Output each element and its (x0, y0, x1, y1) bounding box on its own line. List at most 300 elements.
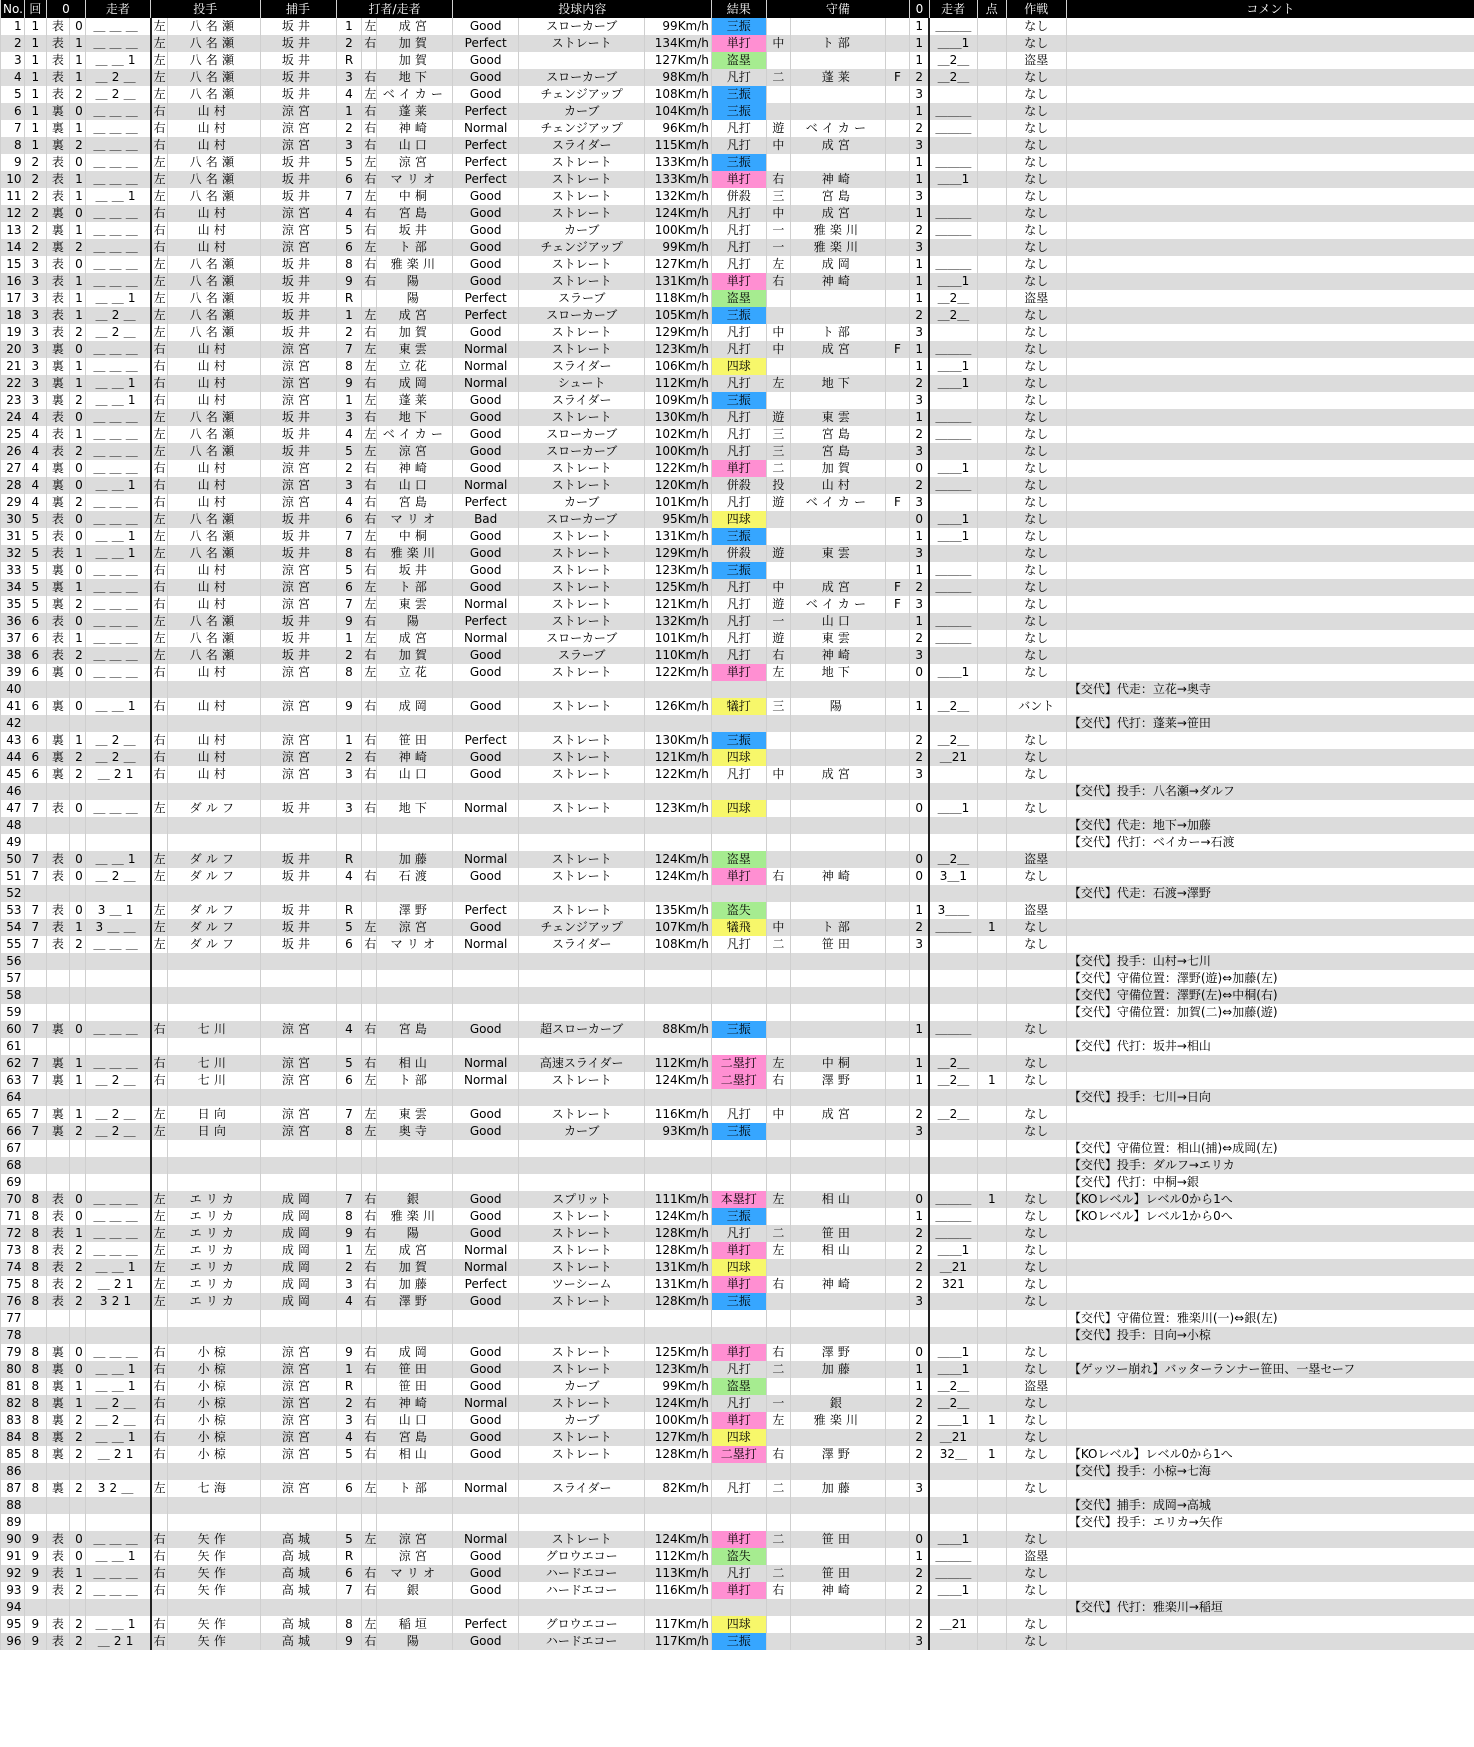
pitch-type: 超スローカーブ (518, 1021, 645, 1038)
result: 四球 (711, 1429, 766, 1446)
comment (1066, 375, 1474, 392)
play-row[interactable] (1, 1157, 1474, 1174)
runners-after: ＿＿＿ (929, 222, 977, 239)
play-row[interactable] (1, 1089, 1474, 1106)
comment: 【交代】投手：日向→小椋 (1066, 1327, 1474, 1344)
play-row[interactable] (1, 936, 1474, 953)
runners-after: ＿＿＿ (929, 1208, 977, 1225)
batter: 神崎 (377, 749, 453, 766)
catcher (260, 953, 336, 970)
fly-flag (885, 443, 910, 460)
play-row[interactable] (1, 35, 1474, 52)
col-runners[interactable]: 走者 (85, 0, 150, 18)
batting-order: 1 (336, 392, 362, 409)
play-row[interactable] (1, 1514, 1474, 1531)
outs-after: 0 (910, 1344, 929, 1361)
fly-flag (885, 1378, 910, 1395)
play-row[interactable] (1, 1548, 1474, 1565)
fielder: 笹田 (791, 1225, 885, 1242)
col-pitch[interactable]: 投球内容 (453, 0, 711, 18)
outs-after: 0 (910, 800, 929, 817)
play-row[interactable] (1, 834, 1474, 851)
play-row[interactable] (1, 222, 1474, 239)
play-row[interactable] (1, 1140, 1474, 1157)
tactic (1006, 834, 1066, 851)
fielder-position (766, 562, 791, 579)
fly-flag (885, 1531, 910, 1548)
play-row[interactable] (1, 103, 1474, 120)
pitch-quality: Good (453, 273, 518, 290)
result: 凡打 (711, 1225, 766, 1242)
runners-after: ＿＿1 (929, 35, 977, 52)
col-inning[interactable]: 回 (24, 0, 47, 18)
inning: 1 (24, 86, 47, 103)
pitcher: 矢作 (168, 1582, 260, 1599)
col-comment[interactable]: コメント (1066, 0, 1474, 18)
play-row[interactable] (1, 1582, 1474, 1599)
play-row[interactable] (1, 1497, 1474, 1514)
runs (977, 1140, 1006, 1157)
pitcher: 山村 (168, 664, 260, 681)
play-row[interactable] (1, 970, 1474, 987)
play-row[interactable] (1, 324, 1474, 341)
row-number: 91 (1, 1548, 25, 1565)
play-row[interactable] (1, 664, 1474, 681)
row-number: 31 (1, 528, 25, 545)
fielder-position (766, 1174, 791, 1191)
batter: 加賀 (377, 52, 453, 69)
play-row[interactable] (1, 1616, 1474, 1633)
play-row[interactable] (1, 902, 1474, 919)
col-batter[interactable]: 打者/走者 (336, 0, 453, 18)
fielder-position (766, 154, 791, 171)
play-row[interactable] (1, 290, 1474, 307)
runners: ＿＿＿ (85, 341, 150, 358)
outs-after: 0 (910, 460, 929, 477)
outs-after: 1 (910, 103, 929, 120)
pitch-speed: 127Km/h (645, 1429, 711, 1446)
runners (85, 817, 150, 834)
play-row[interactable] (1, 698, 1474, 715)
tactic (1006, 953, 1066, 970)
fly-flag (885, 18, 910, 35)
outs-after: 3 (910, 1633, 929, 1650)
half: 表 (47, 647, 70, 664)
play-row[interactable] (1, 477, 1474, 494)
play-row[interactable] (1, 1293, 1474, 1310)
outs: 2 (69, 324, 85, 341)
col-result[interactable]: 結果 (711, 0, 766, 18)
play-row[interactable] (1, 681, 1474, 698)
runners-after: ＿2＿ (929, 1106, 977, 1123)
batter-hand: 左 (362, 1072, 377, 1089)
comment: 【交代】投手：山村→七川 (1066, 953, 1474, 970)
batter-hand (362, 1497, 377, 1514)
runners: 32＿ (85, 1480, 150, 1497)
outs: 2 (69, 1242, 85, 1259)
half (47, 817, 70, 834)
fly-flag (885, 1157, 910, 1174)
pitcher-hand (151, 681, 168, 698)
tactic: なし (1006, 1106, 1066, 1123)
pitch-speed: 100Km/h (645, 222, 711, 239)
half: 裏 (47, 137, 70, 154)
play-row[interactable] (1, 1208, 1474, 1225)
outs: 2 (69, 239, 85, 256)
play-row[interactable] (1, 1310, 1474, 1327)
pitcher: 小椋 (168, 1395, 260, 1412)
outs-after: 1 (910, 1361, 929, 1378)
tactic: なし (1006, 664, 1066, 681)
outs-after: 2 (910, 426, 929, 443)
play-row[interactable] (1, 511, 1474, 528)
tactic (1006, 681, 1066, 698)
pitch-speed (645, 1089, 711, 1106)
pitch-type: ストレート (518, 1225, 645, 1242)
pitcher-hand (151, 1140, 168, 1157)
play-row[interactable] (1, 307, 1474, 324)
pitch-speed (645, 783, 711, 800)
play-row[interactable] (1, 919, 1474, 936)
play-row[interactable] (1, 426, 1474, 443)
result: 盗失 (711, 1548, 766, 1565)
col-pitcher[interactable]: 投手 (151, 0, 260, 18)
play-row[interactable] (1, 1565, 1474, 1582)
pitcher: 山村 (168, 749, 260, 766)
outs-after: 2 (910, 120, 929, 137)
fielder-position: 右 (766, 647, 791, 664)
batter: 涼宮 (377, 919, 453, 936)
catcher: 坂井 (260, 307, 336, 324)
play-row[interactable] (1, 341, 1474, 358)
play-row[interactable] (1, 443, 1474, 460)
catcher: 成岡 (260, 1242, 336, 1259)
play-row[interactable] (1, 137, 1474, 154)
pitcher-hand: 右 (151, 579, 168, 596)
play-row[interactable] (1, 562, 1474, 579)
outs-after: 1 (910, 698, 929, 715)
play-row[interactable] (1, 69, 1474, 86)
pitch-quality: Good (453, 1582, 518, 1599)
catcher (260, 970, 336, 987)
outs-after: 2 (910, 307, 929, 324)
pitcher-hand: 左 (151, 545, 168, 562)
fly-flag (885, 868, 910, 885)
play-row[interactable] (1, 1531, 1474, 1548)
play-row[interactable] (1, 239, 1474, 256)
comment (1066, 919, 1474, 936)
play-row[interactable] (1, 52, 1474, 69)
col-fielding[interactable]: 守備 (766, 0, 910, 18)
pitch-quality: Perfect (453, 137, 518, 154)
play-row[interactable] (1, 1106, 1474, 1123)
play-row[interactable] (1, 783, 1474, 800)
outs: 1 (69, 630, 85, 647)
runners-after: ＿＿＿ (929, 256, 977, 273)
pitch-quality: Good (453, 1208, 518, 1225)
pitch-speed: 100Km/h (645, 443, 711, 460)
pitcher-hand: 右 (151, 1412, 168, 1429)
pitcher-hand: 右 (151, 749, 168, 766)
pitch-quality (453, 1004, 518, 1021)
play-row[interactable] (1, 732, 1474, 749)
batting-order: 8 (336, 256, 362, 273)
pitch-type: ストレート (518, 545, 645, 562)
tactic: 盗塁 (1006, 290, 1066, 307)
fielder-position: 左 (766, 664, 791, 681)
inning (24, 681, 47, 698)
comment: 【交代】投手：八名瀬→ダルフ (1066, 783, 1474, 800)
fielder (791, 1004, 885, 1021)
pitch-quality: Perfect (453, 1276, 518, 1293)
pitch-quality: Normal (453, 358, 518, 375)
outs (69, 681, 85, 698)
outs-after: 1 (910, 1208, 929, 1225)
runners-after: ＿＿1 (929, 1344, 977, 1361)
play-row[interactable] (1, 579, 1474, 596)
play-row[interactable] (1, 256, 1474, 273)
fielder: ベイカー (791, 120, 885, 137)
result: 四球 (711, 511, 766, 528)
runners-after: ＿＿1 (929, 511, 977, 528)
pitcher (168, 1157, 260, 1174)
play-row[interactable] (1, 1174, 1474, 1191)
play-row[interactable] (1, 1225, 1474, 1242)
outs-after: 2 (910, 477, 929, 494)
pitcher-hand: 右 (151, 1055, 168, 1072)
batter-hand: 右 (362, 1361, 377, 1378)
play-row[interactable] (1, 1276, 1474, 1293)
runs (977, 647, 1006, 664)
play-row[interactable] (1, 749, 1474, 766)
pitcher-hand (151, 953, 168, 970)
pitcher: 七川 (168, 1055, 260, 1072)
play-row[interactable] (1, 596, 1474, 613)
play-row[interactable] (1, 851, 1474, 868)
fielder (791, 1021, 885, 1038)
pitch-speed: 124Km/h (645, 868, 711, 885)
play-row[interactable] (1, 375, 1474, 392)
play-row[interactable] (1, 885, 1474, 902)
pitch-quality (453, 1599, 518, 1616)
fielder: ト部 (791, 324, 885, 341)
play-row[interactable] (1, 817, 1474, 834)
play-row[interactable] (1, 613, 1474, 630)
play-row[interactable] (1, 1480, 1474, 1497)
play-row[interactable] (1, 154, 1474, 171)
comment (1066, 188, 1474, 205)
play-row[interactable] (1, 1599, 1474, 1616)
play-row[interactable] (1, 1361, 1474, 1378)
outs (69, 783, 85, 800)
row-number: 23 (1, 392, 25, 409)
batting-order: 6 (336, 239, 362, 256)
play-row[interactable] (1, 1055, 1474, 1072)
outs: 1 (69, 375, 85, 392)
row-number: 88 (1, 1497, 25, 1514)
batter: 山口 (377, 766, 453, 783)
result: 凡打 (711, 579, 766, 596)
col-outs[interactable]: 0 (47, 0, 86, 18)
play-row[interactable] (1, 1191, 1474, 1208)
runners: ＿＿1 (85, 1361, 150, 1378)
batting-order: 5 (336, 919, 362, 936)
fielder-position (766, 1378, 791, 1395)
pitcher: 山村 (168, 239, 260, 256)
play-row[interactable] (1, 766, 1474, 783)
play-row[interactable] (1, 528, 1474, 545)
play-row[interactable] (1, 1038, 1474, 1055)
pitch-quality: Good (453, 392, 518, 409)
col-catcher[interactable]: 捕手 (260, 0, 336, 18)
comment (1066, 137, 1474, 154)
play-row[interactable] (1, 1344, 1474, 1361)
play-row[interactable] (1, 715, 1474, 732)
half: 裏 (47, 392, 70, 409)
play-row[interactable] (1, 1242, 1474, 1259)
fielder-position (766, 817, 791, 834)
batter-hand (362, 1327, 377, 1344)
pitcher: 八名瀬 (168, 290, 260, 307)
play-row[interactable] (1, 987, 1474, 1004)
fielder-position (766, 1208, 791, 1225)
fielder-position (766, 732, 791, 749)
comment (1066, 120, 1474, 137)
play-row[interactable] (1, 647, 1474, 664)
play-row[interactable] (1, 1072, 1474, 1089)
play-row[interactable] (1, 800, 1474, 817)
batter (377, 817, 453, 834)
play-row[interactable] (1, 358, 1474, 375)
play-row[interactable] (1, 460, 1474, 477)
catcher: 坂井 (260, 35, 336, 52)
batter: 涼宮 (377, 1548, 453, 1565)
comment (1066, 511, 1474, 528)
play-row[interactable] (1, 953, 1474, 970)
fielder (791, 885, 885, 902)
tactic (1006, 885, 1066, 902)
runners-after: ＿＿1 (929, 800, 977, 817)
inning: 1 (24, 120, 47, 137)
runs (977, 562, 1006, 579)
pitch-quality: Good (453, 1412, 518, 1429)
play-row[interactable] (1, 1463, 1474, 1480)
fielder (791, 1157, 885, 1174)
pitch-quality: Good (453, 1021, 518, 1038)
play-row[interactable] (1, 545, 1474, 562)
runners: 3＿＿ (85, 919, 150, 936)
pitch-speed (645, 1004, 711, 1021)
fielder-position: 右 (766, 273, 791, 290)
play-row[interactable] (1, 868, 1474, 885)
fielder (791, 18, 885, 35)
fly-flag (885, 1293, 910, 1310)
pitch-quality: Normal (453, 341, 518, 358)
pitch-quality: Normal (453, 1259, 518, 1276)
play-row[interactable] (1, 1259, 1474, 1276)
col-outs-after[interactable]: 0 (910, 0, 929, 18)
play-row[interactable] (1, 1395, 1474, 1412)
play-row[interactable] (1, 1021, 1474, 1038)
play-row[interactable] (1, 18, 1474, 35)
outs-after (910, 953, 929, 970)
pitch-quality (453, 970, 518, 987)
play-row[interactable] (1, 1004, 1474, 1021)
runners: ＿2＿ (85, 307, 150, 324)
play-row[interactable] (1, 1123, 1474, 1140)
batter-hand: 右 (362, 375, 377, 392)
outs: 0 (69, 103, 85, 120)
tactic (1006, 987, 1066, 1004)
batter: 雅楽川 (377, 1208, 453, 1225)
comment (1066, 256, 1474, 273)
batting-order: 5 (336, 1055, 362, 1072)
col-runners-after[interactable]: 走者 (929, 0, 977, 18)
play-row[interactable] (1, 1633, 1474, 1650)
batter-hand (362, 902, 377, 919)
play-row[interactable] (1, 171, 1474, 188)
inning: 5 (24, 562, 47, 579)
play-row[interactable] (1, 1446, 1474, 1463)
fielder-position: 左 (766, 375, 791, 392)
play-row[interactable] (1, 86, 1474, 103)
pitch-speed (645, 885, 711, 902)
fielder-position: 二 (766, 1480, 791, 1497)
catcher: 涼宮 (260, 1395, 336, 1412)
fly-flag (885, 205, 910, 222)
fly-flag (885, 562, 910, 579)
pitcher: ダルフ (168, 851, 260, 868)
play-row[interactable] (1, 120, 1474, 137)
outs: 1 (69, 1395, 85, 1412)
play-row[interactable] (1, 188, 1474, 205)
comment (1066, 409, 1474, 426)
play-row[interactable] (1, 1327, 1474, 1344)
batting-order: 7 (336, 1191, 362, 1208)
pitcher-hand: 右 (151, 1633, 168, 1650)
play-row[interactable] (1, 273, 1474, 290)
play-row[interactable] (1, 1429, 1474, 1446)
col-tactic[interactable]: 作戦 (1006, 0, 1066, 18)
col-runs[interactable]: 点 (977, 0, 1006, 18)
catcher: 涼宮 (260, 1344, 336, 1361)
fielder: 成宮 (791, 766, 885, 783)
batting-order: 7 (336, 1582, 362, 1599)
play-row[interactable] (1, 1412, 1474, 1429)
play-row[interactable] (1, 630, 1474, 647)
comment (1066, 1531, 1474, 1548)
outs-after: 3 (910, 239, 929, 256)
play-row[interactable] (1, 494, 1474, 511)
fly-flag (885, 86, 910, 103)
result: 単打 (711, 460, 766, 477)
batting-order: 6 (336, 1072, 362, 1089)
col-no[interactable]: No. (1, 0, 25, 18)
row-number: 51 (1, 868, 25, 885)
batter-hand: 右 (362, 460, 377, 477)
fielder: 相山 (791, 1242, 885, 1259)
play-row[interactable] (1, 1378, 1474, 1395)
inning: 8 (24, 1344, 47, 1361)
catcher: 高城 (260, 1616, 336, 1633)
inning: 7 (24, 1021, 47, 1038)
runners-after: ＿＿＿ (929, 341, 977, 358)
play-row[interactable] (1, 392, 1474, 409)
play-row[interactable] (1, 205, 1474, 222)
play-row[interactable] (1, 409, 1474, 426)
result: 単打 (711, 1531, 766, 1548)
batter-hand (362, 1378, 377, 1395)
